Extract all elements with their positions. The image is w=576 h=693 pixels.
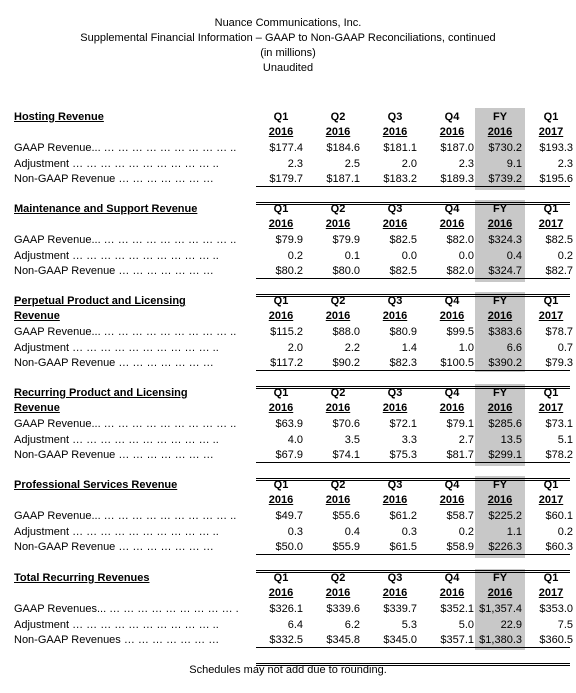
value-cell: $80.2 xyxy=(275,265,303,277)
subtotal-rule xyxy=(256,370,570,371)
column-header-period: Q1 xyxy=(543,295,559,307)
column-header-period: Q4 xyxy=(444,203,460,215)
value-cell: $80.9 xyxy=(389,326,417,338)
column-header-period: Q4 xyxy=(444,479,460,491)
value-cell: $339.6 xyxy=(326,603,360,615)
value-cell: 0.2 xyxy=(557,525,573,538)
subtotal-rule xyxy=(256,278,570,279)
row-label: Non-GAAP Revenue … … … … … … … xyxy=(14,541,214,553)
value-cell: 2.3 xyxy=(557,157,573,170)
column-header-period: Q1 xyxy=(273,572,289,584)
column-header-period: Q2 xyxy=(330,111,346,123)
row-label: Adjustment … … … … … … … … … … .. xyxy=(14,618,219,631)
column-header-year: 2016 xyxy=(268,310,294,322)
column-header-year: 2017 xyxy=(538,126,564,138)
value-cell: $181.1 xyxy=(383,142,417,154)
row-label: Adjustment … … … … … … … … … … .. xyxy=(14,341,219,354)
column-header-year: 2016 xyxy=(382,402,408,414)
value-cell: 2.5 xyxy=(344,157,360,170)
section-title: Perpetual Product and Licensing xyxy=(14,295,186,307)
value-cell: 22.9 xyxy=(500,618,522,631)
row-label: Adjustment … … … … … … … … … … .. xyxy=(14,249,219,262)
value-cell: 0.0 xyxy=(458,249,474,262)
column-header-year: 2016 xyxy=(382,587,408,599)
column-header-period: Q4 xyxy=(444,387,460,399)
column-header-year: 2016 xyxy=(439,494,465,506)
value-cell: 6.4 xyxy=(287,618,303,631)
column-header-year: 2016 xyxy=(325,494,351,506)
value-cell: $82.7 xyxy=(545,265,573,277)
audit-note: Unaudited xyxy=(262,62,314,74)
value-cell: $75.3 xyxy=(389,449,417,461)
value-cell: $352.1 xyxy=(440,603,474,615)
value-cell: $60.1 xyxy=(545,510,573,522)
column-header-year: 2017 xyxy=(538,587,564,599)
value-cell: $88.0 xyxy=(332,326,360,338)
value-cell: $80.0 xyxy=(332,265,360,277)
value-cell: $79.3 xyxy=(545,357,573,369)
value-cell: $100.5 xyxy=(440,357,474,369)
value-cell: $90.2 xyxy=(332,357,360,369)
column-header-year: 2016 xyxy=(382,126,408,138)
value-cell: 0.1 xyxy=(344,249,360,262)
column-header-period: Q3 xyxy=(387,387,403,399)
value-cell: $357.1 xyxy=(440,634,474,646)
value-cell: 2.0 xyxy=(287,341,303,354)
value-cell: $55.6 xyxy=(332,510,360,522)
report-title: Supplemental Financial Information – GAAP to Non-GAAP Reconciliations, continued xyxy=(80,32,496,44)
column-header-period: Q4 xyxy=(444,572,460,584)
column-header-year: 2016 xyxy=(439,126,465,138)
column-header-period: FY xyxy=(492,479,508,491)
value-cell: $82.5 xyxy=(389,234,417,246)
column-header-period: Q3 xyxy=(387,479,403,491)
column-header-year: 2016 xyxy=(268,587,294,599)
row-label: GAAP Revenues... … … … … … … … … … . xyxy=(14,603,239,615)
column-header-period: Q1 xyxy=(273,387,289,399)
column-header-year: 2016 xyxy=(268,126,294,138)
value-cell: $225.2 xyxy=(488,510,522,522)
column-header-period: Q1 xyxy=(273,479,289,491)
column-header-period: Q1 xyxy=(543,572,559,584)
value-cell: 0.2 xyxy=(287,249,303,262)
value-cell: $739.2 xyxy=(488,173,522,185)
column-header-year: 2016 xyxy=(487,126,513,138)
value-cell: 2.0 xyxy=(401,157,417,170)
value-cell: $177.4 xyxy=(269,142,303,154)
column-header-year: 2016 xyxy=(487,587,513,599)
value-cell: 7.5 xyxy=(557,618,573,631)
value-cell: $183.2 xyxy=(383,173,417,185)
value-cell: 3.5 xyxy=(344,433,360,446)
value-cell: 6.6 xyxy=(506,341,522,354)
value-cell: 0.4 xyxy=(344,525,360,538)
column-header-period: FY xyxy=(492,295,508,307)
value-cell: $50.0 xyxy=(275,541,303,553)
value-cell: 5.0 xyxy=(458,618,474,631)
value-cell: $49.7 xyxy=(275,510,303,522)
value-cell: $195.6 xyxy=(539,173,573,185)
value-cell: $82.0 xyxy=(446,265,474,277)
column-header-period: Q4 xyxy=(444,295,460,307)
value-cell: 0.3 xyxy=(401,525,417,538)
row-label: Non-GAAP Revenue … … … … … … … xyxy=(14,173,214,185)
value-cell: $79.9 xyxy=(275,234,303,246)
value-cell: $345.0 xyxy=(383,634,417,646)
value-cell: $226.3 xyxy=(488,541,522,553)
row-label: GAAP Revenue... … … … … … … … … … .. xyxy=(14,234,237,246)
value-cell: 0.0 xyxy=(401,249,417,262)
value-cell: $58.7 xyxy=(446,510,474,522)
section-title: Revenue xyxy=(14,310,60,322)
value-cell: 2.3 xyxy=(287,157,303,170)
section-title: Revenue xyxy=(14,402,60,414)
row-label: Adjustment … … … … … … … … … … .. xyxy=(14,433,219,446)
value-cell: $339.7 xyxy=(383,603,417,615)
value-cell: 1.1 xyxy=(506,525,522,538)
value-cell: 3.3 xyxy=(401,433,417,446)
column-header-period: Q2 xyxy=(330,479,346,491)
section-title: Recurring Product and Licensing xyxy=(14,387,188,399)
value-cell: 0.2 xyxy=(557,249,573,262)
column-header-period: FY xyxy=(492,203,508,215)
value-cell: $179.7 xyxy=(269,173,303,185)
value-cell: $81.7 xyxy=(446,449,474,461)
value-cell: $78.2 xyxy=(545,449,573,461)
column-header-period: Q3 xyxy=(387,295,403,307)
column-header-period: Q3 xyxy=(387,111,403,123)
value-cell: $61.2 xyxy=(389,510,417,522)
value-cell: 2.2 xyxy=(344,341,360,354)
value-cell: $184.6 xyxy=(326,142,360,154)
value-cell: $383.6 xyxy=(488,326,522,338)
value-cell: $60.3 xyxy=(545,541,573,553)
column-header-year: 2016 xyxy=(487,218,513,230)
value-cell: $67.9 xyxy=(275,449,303,461)
value-cell: $99.5 xyxy=(446,326,474,338)
column-header-period: Q1 xyxy=(543,387,559,399)
column-header-year: 2016 xyxy=(268,402,294,414)
column-header-period: FY xyxy=(492,387,508,399)
value-cell: $353.0 xyxy=(539,603,573,615)
column-header-period: Q2 xyxy=(330,295,346,307)
value-cell: 2.3 xyxy=(458,157,474,170)
column-header-year: 2016 xyxy=(382,218,408,230)
column-header-year: 2017 xyxy=(538,218,564,230)
value-cell: $360.5 xyxy=(539,634,573,646)
value-cell: $79.1 xyxy=(446,418,474,430)
row-label: Non-GAAP Revenue … … … … … … … xyxy=(14,357,214,369)
column-header-year: 2017 xyxy=(538,402,564,414)
row-label: GAAP Revenue... … … … … … … … … … .. xyxy=(14,142,237,154)
row-label: Non-GAAP Revenue … … … … … … … xyxy=(14,449,214,461)
value-cell: $82.0 xyxy=(446,234,474,246)
column-header-year: 2016 xyxy=(325,587,351,599)
value-cell: $332.5 xyxy=(269,634,303,646)
column-header-period: Q1 xyxy=(273,295,289,307)
column-header-period: Q2 xyxy=(330,203,346,215)
column-header-period: Q2 xyxy=(330,572,346,584)
column-header-period: Q1 xyxy=(543,203,559,215)
row-label: GAAP Revenue... … … … … … … … … … .. xyxy=(14,510,237,522)
value-cell: $79.9 xyxy=(332,234,360,246)
column-header-year: 2016 xyxy=(439,218,465,230)
column-header-year: 2016 xyxy=(487,494,513,506)
value-cell: $63.9 xyxy=(275,418,303,430)
column-header-year: 2016 xyxy=(487,402,513,414)
row-label: Non-GAAP Revenues … … … … … … … xyxy=(14,634,220,646)
rounding-footnote: Schedules may not add due to rounding. xyxy=(189,664,387,676)
value-cell: $187.0 xyxy=(440,142,474,154)
column-header-year: 2017 xyxy=(538,310,564,322)
column-header-period: Q1 xyxy=(273,111,289,123)
column-header-period: FY xyxy=(492,572,508,584)
column-header-year: 2016 xyxy=(382,310,408,322)
value-cell: $72.1 xyxy=(389,418,417,430)
row-label: GAAP Revenue... … … … … … … … … … .. xyxy=(14,326,237,338)
units-note: (in millions) xyxy=(260,47,316,59)
column-header-period: Q3 xyxy=(387,203,403,215)
subtotal-rule xyxy=(256,647,570,648)
value-cell: $299.1 xyxy=(488,449,522,461)
value-cell: 5.3 xyxy=(401,618,417,631)
value-cell: $285.6 xyxy=(488,418,522,430)
row-label: Adjustment … … … … … … … … … … .. xyxy=(14,525,219,538)
value-cell: $193.3 xyxy=(539,142,573,154)
subtotal-rule xyxy=(256,554,570,555)
value-cell: $324.7 xyxy=(488,265,522,277)
value-cell: 5.1 xyxy=(557,433,573,446)
column-header-year: 2016 xyxy=(325,310,351,322)
column-header-year: 2016 xyxy=(325,402,351,414)
value-cell: 6.2 xyxy=(344,618,360,631)
value-cell: $58.9 xyxy=(446,541,474,553)
column-header-year: 2016 xyxy=(487,310,513,322)
row-label: GAAP Revenue... … … … … … … … … … .. xyxy=(14,418,237,430)
value-cell: $78.7 xyxy=(545,326,573,338)
value-cell: 13.5 xyxy=(500,433,522,446)
section-title: Professional Services Revenue xyxy=(14,479,178,491)
value-cell: $61.5 xyxy=(389,541,417,553)
section-title: Maintenance and Support Revenue xyxy=(14,203,198,215)
value-cell: $82.5 xyxy=(389,265,417,277)
value-cell: $1,357.4 xyxy=(479,603,522,615)
subtotal-rule xyxy=(256,462,570,463)
value-cell: $82.3 xyxy=(389,357,417,369)
section-title: Total Recurring Revenues xyxy=(14,572,150,584)
value-cell: $326.1 xyxy=(269,603,303,615)
value-cell: $55.9 xyxy=(332,541,360,553)
value-cell: 4.0 xyxy=(287,433,303,446)
value-cell: 0.4 xyxy=(506,249,522,262)
value-cell: $82.5 xyxy=(545,234,573,246)
value-cell: $115.2 xyxy=(270,326,303,338)
column-header-period: Q1 xyxy=(543,479,559,491)
subtotal-rule xyxy=(256,186,570,187)
value-cell: $345.8 xyxy=(326,634,360,646)
column-header-year: 2016 xyxy=(439,587,465,599)
column-header-period: Q4 xyxy=(444,111,460,123)
value-cell: $730.2 xyxy=(488,142,522,154)
value-cell: 1.4 xyxy=(401,341,417,354)
column-header-year: 2016 xyxy=(268,218,294,230)
column-header-period: Q1 xyxy=(543,111,559,123)
column-header-year: 2016 xyxy=(439,402,465,414)
value-cell: 0.2 xyxy=(458,525,474,538)
value-cell: $187.1 xyxy=(326,173,360,185)
value-cell: $73.1 xyxy=(545,418,573,430)
value-cell: $324.3 xyxy=(488,234,522,246)
value-cell: $189.3 xyxy=(440,173,474,185)
column-header-year: 2016 xyxy=(268,494,294,506)
row-label: Adjustment … … … … … … … … … … .. xyxy=(14,157,219,170)
column-header-year: 2016 xyxy=(439,310,465,322)
value-cell: $117.2 xyxy=(270,357,303,369)
column-header-period: Q1 xyxy=(273,203,289,215)
column-header-year: 2016 xyxy=(325,126,351,138)
value-cell: $390.2 xyxy=(488,357,522,369)
value-cell: 1.0 xyxy=(458,341,474,354)
column-header-year: 2016 xyxy=(325,218,351,230)
value-cell: 0.3 xyxy=(287,525,303,538)
column-header-year: 2017 xyxy=(538,494,564,506)
value-cell: 2.7 xyxy=(458,433,474,446)
value-cell: $70.6 xyxy=(332,418,360,430)
value-cell: 0.7 xyxy=(557,341,573,354)
column-header-period: FY xyxy=(492,111,508,123)
company-name: Nuance Communications, Inc. xyxy=(214,17,362,29)
column-header-year: 2016 xyxy=(382,494,408,506)
column-header-period: Q2 xyxy=(330,387,346,399)
value-cell: $1,380.3 xyxy=(479,634,522,646)
column-header-period: Q3 xyxy=(387,572,403,584)
section-title: Hosting Revenue xyxy=(14,111,104,123)
value-cell: $74.1 xyxy=(332,449,360,461)
value-cell: 9.1 xyxy=(506,157,522,170)
row-label: Non-GAAP Revenue … … … … … … … xyxy=(14,265,214,277)
